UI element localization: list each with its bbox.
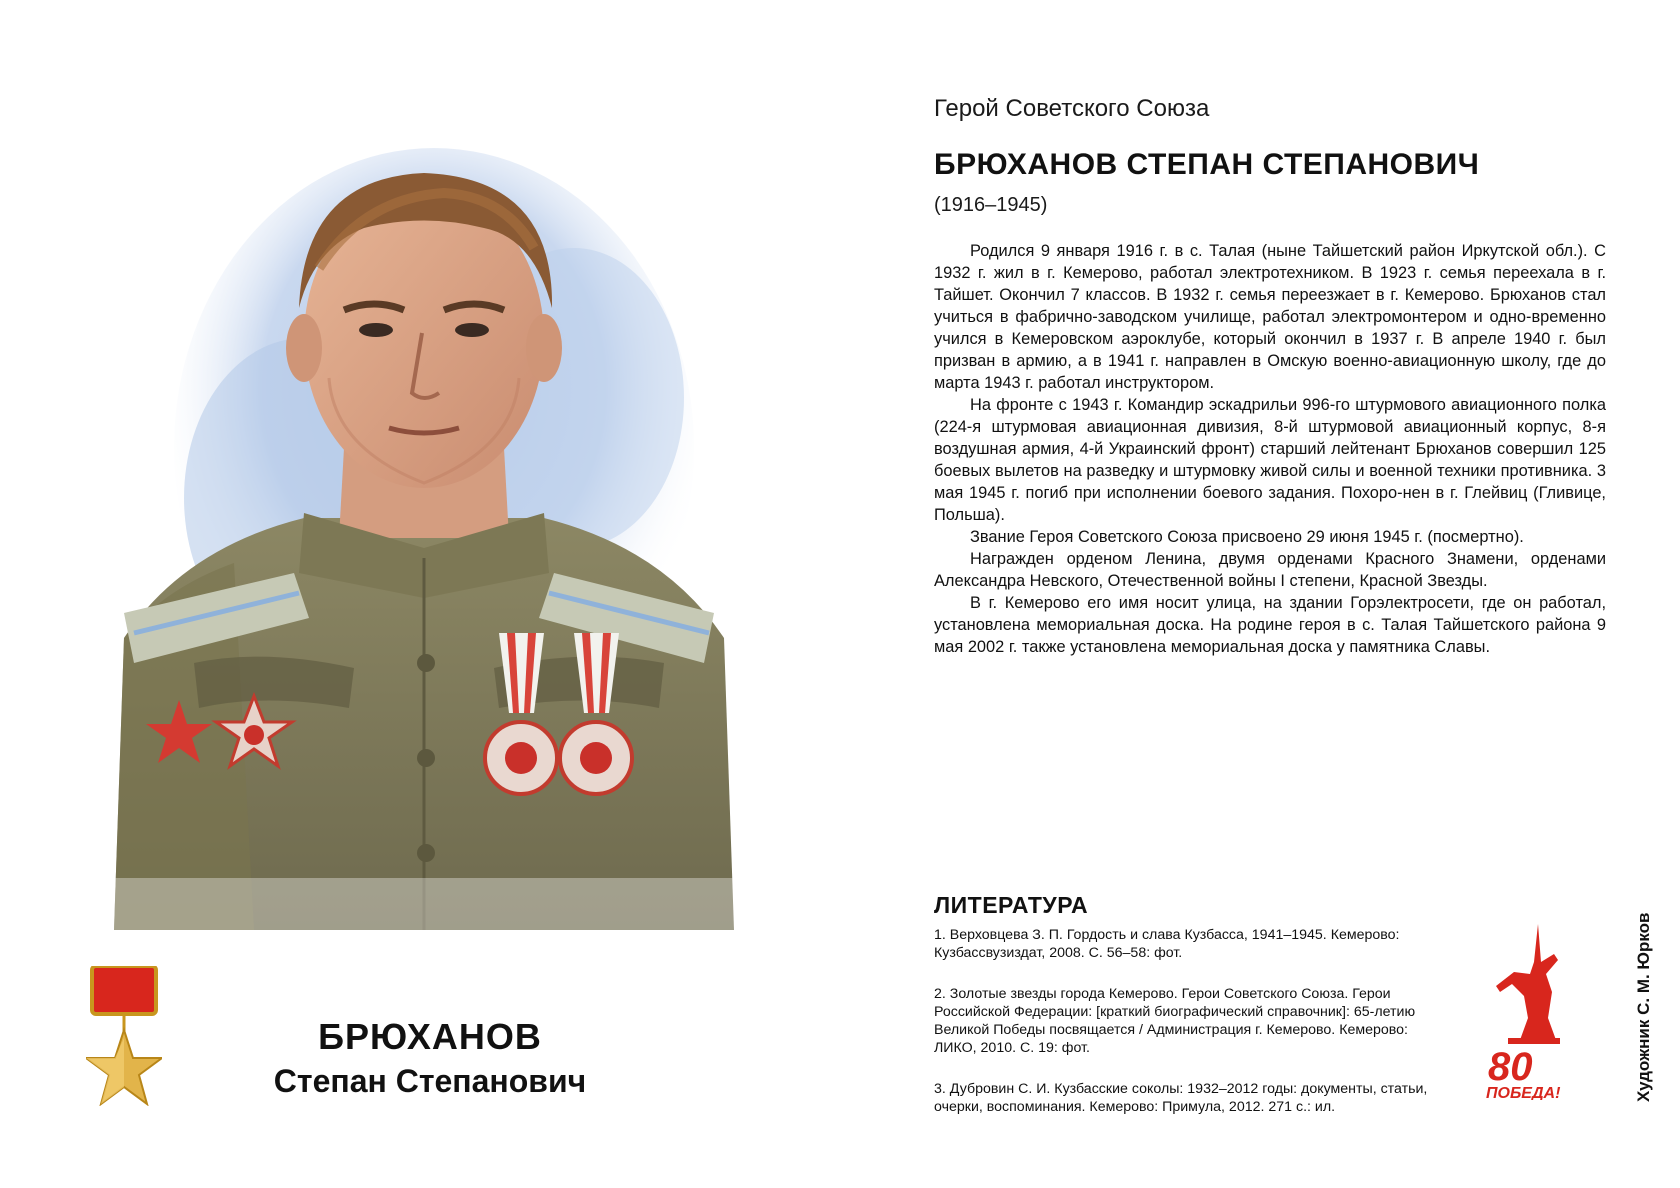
hero-full-name: БРЮХАНОВ СТЕПАН СТЕПАНОВИЧ bbox=[934, 148, 1480, 181]
caption-first-name: Степан Степанович bbox=[273, 1063, 587, 1099]
artist-credit: Художник С. М. Юрков bbox=[1634, 912, 1653, 1102]
life-years: (1916–1945) bbox=[934, 194, 1048, 216]
logo-number: 80 bbox=[1488, 1045, 1533, 1089]
hero-title-label: Герой Советского Союза bbox=[934, 95, 1210, 122]
bio-paragraph: Родился 9 января 1916 г. в с. Талая (ныне Тайшетский район Иркутской обл.). С 1932 г. жил в г. Кемерово, работал электротехником. В 1923 г. семья переехала в г. Тайшет. Окончил 7 классов. В 1932 г. семья переезжает в г. Кемерово. Брюханов стал учиться в фабрично-заводском училище, работал электромонтером и одно-временно учился в Кемеровском аэроклубе, который окончил в 1937 г. В апреле 1940 г. был призван в армию, а в 1941 г. направлен в Омскую военно-авиационную школу, где до марта 1943 г. работал инструктором. bbox=[934, 242, 1606, 392]
literature-item: 3. Дубровин С. И. Кузбасские соколы: 1932–2012 годы: документы, статьи, очерки, воспоминания. Кемерово: Примула, 2012. 271 с.: ил. bbox=[934, 1081, 1428, 1115]
portrait-illustration bbox=[104, 118, 744, 930]
literature-item: 1. Верховцева З. П. Гордость и слава Кузбасса, 1941–1945. Кемерово: Кузбассвузиздат, 2008. С. 56–58: фот. bbox=[934, 927, 1400, 961]
victory-80-logo bbox=[1486, 922, 1582, 1100]
literature-heading: ЛИТЕРАТУРА bbox=[934, 892, 1089, 918]
bio-paragraph: Награжден орденом Ленина, двумя орденами Красного Знамени, орденами Александра Невского, Отечественной войны I степени, Красной Звезды. bbox=[934, 550, 1606, 590]
logo-word: ПОБЕДА! bbox=[1486, 1085, 1561, 1100]
bio-paragraph: В г. Кемерово его имя носит улица, на здании Горэлектросети, где он работал, установлена мемориальная доска. На родине героя в с. Талая Тайшетского района 9 мая 2002 г. также установлена мемориальная доска у памятника Славы. bbox=[934, 594, 1606, 656]
literature-item: 2. Золотые звезды города Кемерово. Герои Советского Союза. Герои Российской Федерации: [краткий биографический справочник]: 65-летию Великой Победы посвящается / Администрация г. Кемерово. Кемерово: ЛИКО, 2010. С. 19: фот. bbox=[934, 986, 1416, 1056]
caption-surname: БРЮХАНОВ bbox=[318, 1016, 542, 1057]
bio-paragraph: Звание Героя Советского Союза присвоено 29 июня 1945 г. (посмертно). bbox=[970, 528, 1524, 546]
biography-text bbox=[934, 240, 1606, 658]
gold-star-medal-icon bbox=[86, 966, 162, 1106]
bio-paragraph: На фронте с 1943 г. Командир эскадрильи 996-го штурмового авиационного полка (224-я штурмовая авиационная дивизия, 8-й штурмовой авиационный корпус, 8-я воздушная армия, 4-й Украинский фронт) старший лейтенант Брюханов совершил 125 боевых вылетов на разведку и штурмовку живой силы и военной техники противника. 3 мая 1945 г. погиб при исполнении боевого задания. Похоро-нен в г. Глейвиц (Гливице, Польша). bbox=[934, 396, 1606, 524]
literature-list bbox=[934, 926, 1454, 1139]
